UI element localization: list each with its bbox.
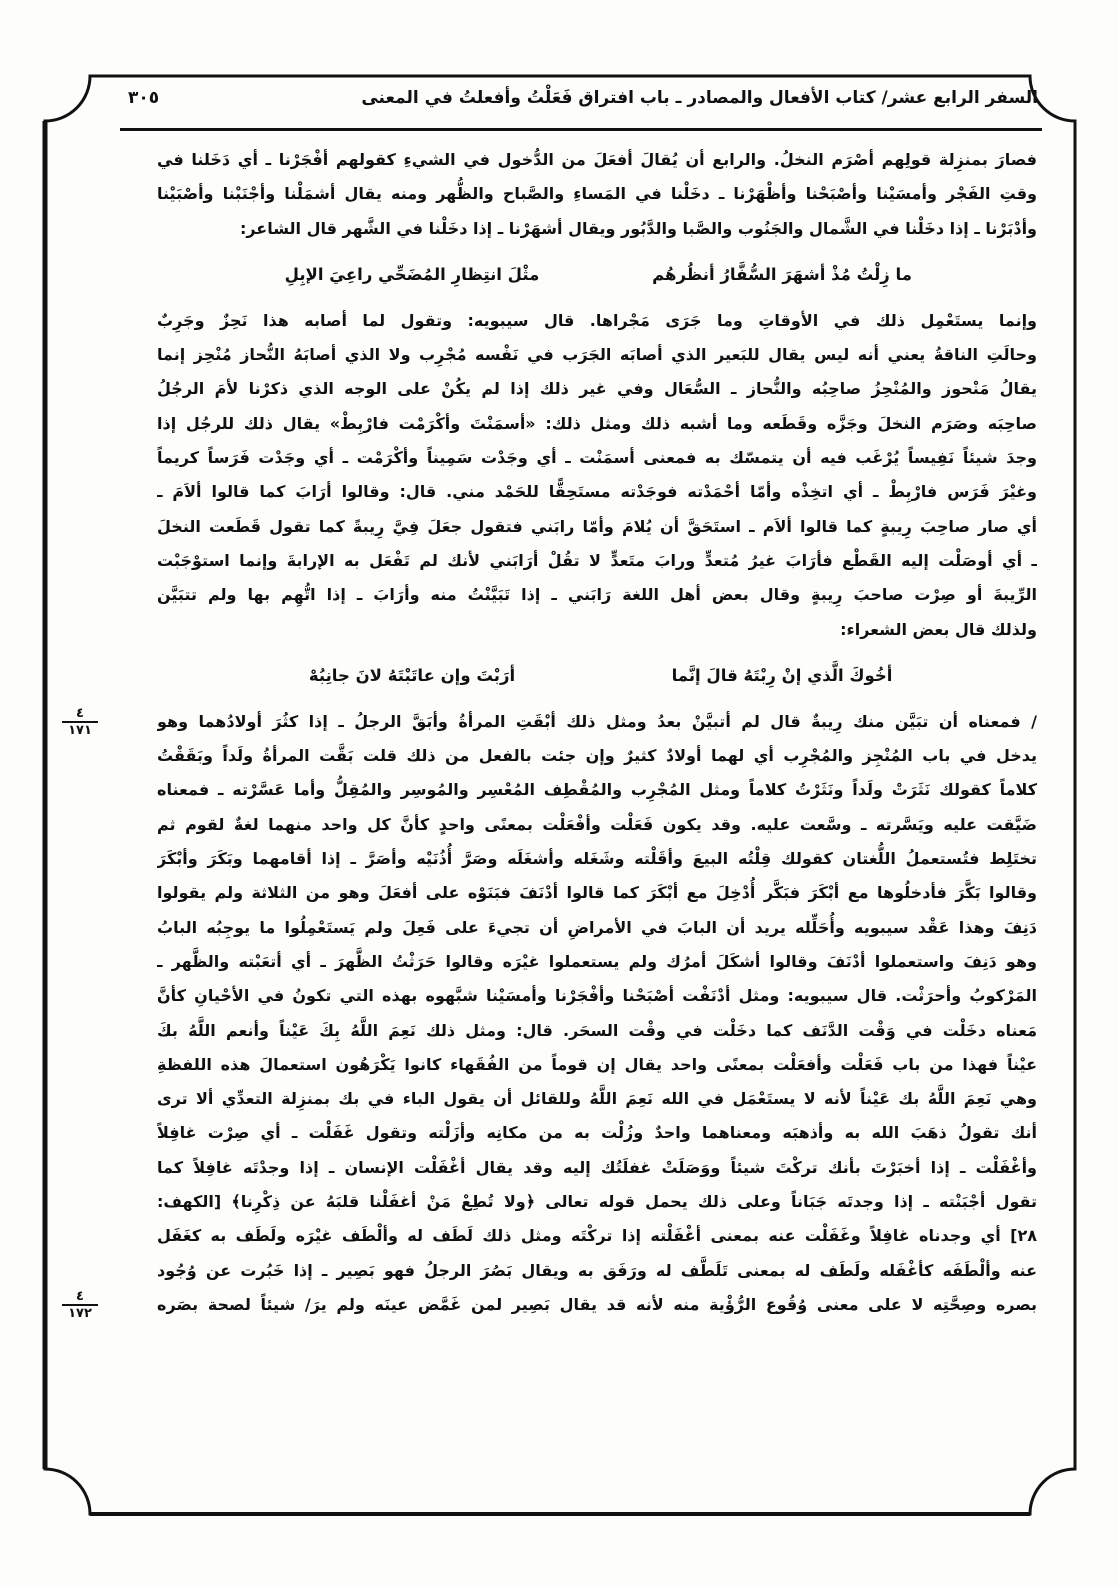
- text-line: وهو دَنِفَ واستعملوا أدْنَفَ وقالوا أشكَلَ أمرُك ولم يستعملوا غيْرَه وقالوا حَرَثْتُ الظَّهرَ ـ أي أتعَبْته والظَّهر ـ: [157, 951, 1037, 971]
- running-header-title: السفر الرابع عشر/ كتاب الأفعال والمصادر ـ باب افتراق فَعَلْتُ وأفعلتُ في المعنى: [361, 88, 1038, 108]
- text-line: تقول أجْبَنْته ـ إذا وجدتَه جَبَاناً وعلى ذلك يحمل قوله تعالى ﴿ولا تُطِعْ مَنْ أغفَلْنا قلبَهُ عن ذِكْرِنا﴾ [الكهف:: [157, 1192, 1037, 1212]
- poetry-verse-1: [157, 246, 1037, 304]
- text-line: أنك تقولُ ذهَبَ الله به وأذهبَه ومعناهما واحدٌ وزُلْت به من مكانِه وأزَلْته وتقول غَفَلْت ـ أي صِرْت غافِلاً: [157, 1123, 1037, 1143]
- margin-note-volume: ٤: [76, 705, 84, 721]
- header-rule: [120, 128, 1042, 131]
- text-line: فصارَ بمنزِلة قولِهم أصْرَم النخلُ. والرابع أن يُقالَ أفعَلَ من الدُّخول في الشيءِ كقولهم أفْجَرْنا ـ أي دَخَلنا في: [157, 150, 1037, 169]
- text-line: عنه وألْطَفَه كأغْفَله ولَطَف له بمعنى تَلَطَّف له ورَفَق به ويقال بَصُرَ الرجلُ فهو بَصِير ـ إذا خَبُرت عن وُجُود: [157, 1260, 1037, 1280]
- paragraph-2: [157, 304, 1037, 647]
- margin-reference-note: [62, 707, 98, 737]
- page-body: [157, 143, 1037, 1322]
- margin-reference-note: [62, 1290, 98, 1320]
- text-line: ضَيَّقت عليه ويَسَّرته ـ وسَّعت عليه. وقد يكون فَعَلْت وأفْعَلْت بمعنًى واحدٍ كأنَّ كل واحد منهما لغةٌ لقوم ثم: [157, 814, 1037, 834]
- text-line: وأغْفَلْت ـ إذا أخبَرْتَ بأنك تركْتَ شيئاً ووَصَلَتْ غفلَتُك إليه وقد يقال أغْفَلْت الإنسان ـ إذا وجدْتَه غافِلاً كما: [157, 1157, 1037, 1177]
- verse-first-hemistich: أخُوكَ الَّذي إنْ رِبْتَهُ قالَ إنَّما: [671, 666, 893, 686]
- text-line: ٢٨] أي وجدناه غافِلاً وغَفَلْت عنه بمعنى أغْفَلْته إذا تركْتَه ومثل ذلك لَطَف له وألْطَف غيْرَه ولَطَف به كغَفَل: [157, 1226, 1037, 1246]
- margin-note-page: ١٧٢: [68, 1305, 92, 1321]
- text-line: ـ أي أوصَلْت إليه القَطْع فأرَابَ غيرُ مُتعدٍّ ورابَ متَعدٍّ لا تقُلْ أرَابَني لأنك لم تَفْعَل به الإرابةَ وإنما استوْجَبْت: [157, 550, 1037, 570]
- text-line: / فمعناه أن تبَيَّن منك رِيبةٌ قال لم أتبيَّنْ بعدُ ومثل ذلك أبْقَتِ المرأةُ وأبَقَّ الرجلُ ـ إذا كثُرَ أولادُهما وهو: [157, 711, 1037, 731]
- text-line: وجدَ شيئاً نَفِيساً يُرْغَب فيه أن يتمسّك به فمعنى أسمَنْت ـ أي وجَدْت سَمِيناً وأكْرَمْت ـ أي وجَدْت فَرَساً كريماً: [157, 448, 1037, 468]
- text-line: يدخل في باب المُنْجِز والمُجْرِب أي لهما أولادٌ كثيرٌ وإن جئت بالفعل من ذلك قلت بَقَّت المرأةُ ولَداً وبَقَقْتُ: [157, 746, 1037, 766]
- paragraph-1: [157, 143, 1037, 246]
- paragraph-3: [157, 705, 1037, 1322]
- page-number: ٣٠٥: [128, 88, 160, 108]
- text-line: مَعناه دخَلْت في وَقْت الدَّنَف كما دخَلْت في وقْت السحَر. قال: ومثل ذلك نَعِمَ اللَّهُ بِكَ عَيْناً وأنعم اللَّهُ بكَ: [157, 1020, 1037, 1040]
- text-line: صاحِبَه وصَرَم النخلَ وجَزَّه وقَطَعه وما أشبه ذلك ومثل ذلك: «أسمَنْتَ وأكْرَمْت فارْبِطْ» يقال ذلك للرجُل إذا: [157, 413, 1037, 433]
- text-line: ولذلك قال بعض الشعراء:: [840, 619, 1037, 639]
- verse-first-hemistich: ما زِلْتُ مُذْ أشهَرَ السُّفَّارُ أنظُرهُم: [652, 265, 912, 285]
- text-line: عيْناً فهذا من باب فَعَلْت وأفعَلْت بمعنًى واحد يقال إن قوماً من الفُقَهاء كانوا يَكْرَهُون استعمالَ هذه اللفظةِ: [157, 1054, 1037, 1074]
- margin-note-page: ١٧١: [68, 722, 92, 738]
- verse-second-hemistich: مثْلَ انتِظارِ المُضَحِّي راعِيَ الإبِلِ: [284, 265, 540, 285]
- text-line: بصره وصِحَّتِه لا على معنى وُقُوع الرُّؤْية منه لأنه قد يقال بَصِير لمن غَمَّض عينَه ولم يرَ/ شيئاً لصحة بصَره: [157, 1294, 1037, 1314]
- text-line: وحالَتِ الناقةُ يعني أنه ليس يقال للبَعير الذي أصابَه الجَرَب في نَفْسه مُجْرِب ولا الذي أصابَهُ النُّحاز مُنْحِز إنما: [157, 345, 1037, 365]
- text-line: يقالُ مَنْحوز والمُنْحِزُ صاحِبُه والنُّحاز ـ السُّعَال وفي غير ذلك إذا لم يكُنْ على الوجه الذي ذكرْنا لأمَ الرجُلُ: [157, 379, 1037, 399]
- text-line: الرِّيبةَ أو صِرْت صاحبَ رِيبةٍ وقال بعض أهل اللغة رَابَني ـ إذا تَبَيَّنْتُ منه وأرَابَ ـ إذا اتُّهِم بها ولم تتبَيَّن: [157, 585, 1037, 605]
- text-line: تختَلِط فتُستعملُ اللُّغتان كقولك قِلْتُه البيعَ وأقَلْته وشَغَله وأشغَلَه وصَرَّ أُذُنَيْه وأصَرَّ ـ إذا أقامهما وبَكَرَ وأبْكَرَ: [157, 849, 1037, 869]
- margin-note-volume: ٤: [76, 1288, 84, 1304]
- text-line: وقالوا بَكَّرَ فأدخلُوها مع أبْكَرَ فبَكَّر أُدْخِلَ مع أبْكَرَ كما قالوا أدْنَفَ فبَنَوْه على أفعَلَ وهو من الثلاثة ولم يقولوا: [157, 883, 1037, 903]
- text-line: وهي نَعِمَ اللَّهُ بك عَيْناً لأنه لا يستَعْمَل في الله نَعِمَ اللَّهُ وللقائل أن يقول الباء في بك بمنزِلة التعدِّي ألا ترى: [157, 1089, 1037, 1109]
- text-line: وقتِ الفَجْر وأمسَيْنا وأصْبَحْنا وأظْهَرْنا ـ دخَلْنا في المَساءِ والصَّباح والظُّهر ومنه يقال أشمَلْنا وأجْنَبْنا وأصْبَيْنا: [157, 184, 1037, 204]
- verse-second-hemistich: أرَبْتَ وإن عاتَبْتَهُ لانَ جانِبُهْ: [308, 666, 516, 686]
- text-line: المَرْكوبُ وأحرَثْت. قال سيبويه: ومثل أدْنَفْت أصْبَحْنا وأفْجَرْنا وأمسَيْنا شبَّهوه بهذه التي تكونُ في الأحْيانِ كأنَّ: [157, 986, 1037, 1006]
- text-line: وإنما يستَعْمِل ذلك في الأوقاتِ وما جَرَى مَجْراها. قال سيبويه: وتقول لما أصابه هذا نَحِزٌ وجَرِبٌ: [157, 310, 1037, 330]
- text-line: دَنِفَ وهذا عَقْد سيبويه وأُحَلِّله يريد أن البابَ في الأمراضِ أن تجيءَ على فَعِلَ ولم يَستَعْمِلُوا ما يوجِبُه البابُ: [157, 917, 1037, 937]
- poetry-verse-2: [157, 647, 1037, 705]
- text-line: كلاماً كقولك نَثَرَتْ ولَداً ونَثَرْتُ كلاماً ومثل المُجْرِب والمُقْطِف المُعْسِر والمُوسِر والمُقِلُّ وأما عَسَّرْته ـ فمعناه: [157, 780, 1037, 800]
- text-line: وأدْبَرْنا ـ إذا دخَلْنا في الشَّمال والجَنُوب والصَّبا والدَّبُور ويقال أشهَرْنا ـ إذا دخَلْنا في الشَّهر قال الشاعر:: [239, 218, 1037, 238]
- text-line: وغيْرَ فَرَس فارْبِطْ ـ أي اتخِذْه وأمّا أحْمَدْته فوجَدْته مستَحِقًّا للحَمْد مني. قال: وقالوا أرَابَ كما قالوا ألاَمَ ـ: [157, 482, 1037, 502]
- text-line: أي صار صاحِبَ رِيبةٍ كما قالوا ألاَم ـ استَحَقَّ أن يُلامَ وأمّا رابَني فتقول جعَلَ فِيَّ رِيبةً كما تقول قَطَعت النخلَ: [157, 516, 1037, 536]
